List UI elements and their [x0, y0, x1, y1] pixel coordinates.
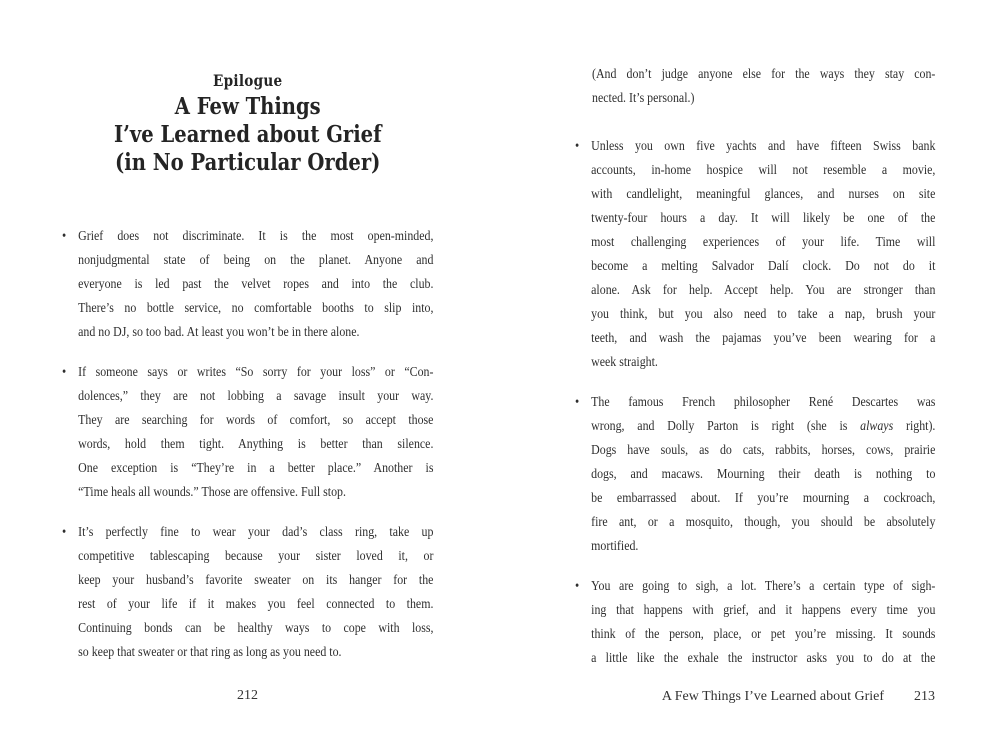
text-line [591, 159, 935, 183]
text-segment: “Time heals all wounds.” Those are offensive. Full stop. [78, 485, 346, 500]
bullet-marker: • [575, 579, 580, 594]
text-line [591, 183, 935, 207]
text-line [78, 361, 433, 385]
text-segment: If someone says or writes “So sorry for your loss” or “Con- [78, 365, 434, 380]
text-line [591, 463, 935, 487]
text-line [591, 391, 935, 415]
text-line [591, 279, 935, 303]
right-page-number: 213 [914, 689, 935, 704]
text-line [591, 231, 935, 255]
paragraph [591, 135, 935, 375]
bullet-marker: • [62, 229, 67, 244]
paragraph [78, 225, 433, 345]
text-segment: They are searching for words of comfort, so accept those [78, 413, 434, 428]
text-line [78, 385, 433, 409]
text-segment: (And don’t judge anyone else for the ways they stay con- [592, 67, 936, 82]
left-page [62, 71, 433, 681]
running-title: A Few Things I’ve Learned about Grief [661, 689, 884, 704]
text-segment: and no DJ, so too bad. At least you won’t be in there alone. [78, 325, 360, 340]
text-line [591, 135, 935, 159]
italic-text: always [860, 419, 894, 434]
text-line [591, 255, 935, 279]
text-line [78, 641, 433, 665]
text-segment: accounts, in-home hospice will not resemble a movie, [591, 163, 936, 178]
text-line [591, 535, 935, 559]
text-line [592, 87, 935, 111]
text-line [591, 575, 935, 599]
text-segment: most challenging experiences of your life. Time will [591, 235, 936, 250]
text-segment: you think, but you also need to take a nap, brush your [591, 307, 936, 322]
text-segment: It’s perfectly fine to wear your dad’s class ring, take up [78, 525, 434, 540]
text-line [78, 617, 433, 641]
text-line [591, 511, 935, 535]
text-segment: twenty-four hours a day. It will likely be one of the [591, 211, 936, 226]
paragraph [78, 521, 433, 665]
text-segment: Dogs have souls, as do cats, rabbits, horses, cows, prairie [591, 443, 936, 458]
text-segment: week straight. [591, 355, 658, 370]
text-line [591, 207, 935, 231]
text-line [591, 351, 935, 375]
text-line [78, 249, 433, 273]
paragraph [591, 391, 935, 559]
bullet-marker: • [575, 139, 580, 154]
text-line [591, 623, 935, 647]
text-line [591, 599, 935, 623]
text-segment: There’s no bottle service, no comfortable booths to slip into, [78, 301, 434, 316]
text-segment: rest of your life if it makes you feel connected to them. [78, 597, 434, 612]
text-segment: be embarrassed about. If you’re mourning a cockroach, [591, 491, 936, 506]
text-segment: words, hold them tight. Anything is better than silence. [78, 437, 434, 452]
text-line [78, 545, 433, 569]
text-segment: dogs, and macaws. Mourning their death is nothing to [591, 467, 936, 482]
text-segment: ing that happens with grief, and it happens every time you [591, 603, 936, 618]
text-segment: You are going to sigh, a lot. There’s a certain type of sigh- [591, 579, 936, 594]
text-segment: right). [893, 419, 936, 434]
text-segment: One exception is “They’re in a better place.” Another is [78, 461, 434, 476]
text-segment: competitive tablescaping because your sister loved it, or [78, 549, 434, 564]
text-segment: so keep that sweater or that ring as long as you need to. [78, 645, 342, 660]
text-line [78, 409, 433, 433]
text-line [591, 647, 935, 671]
chapter-title [62, 93, 433, 177]
text-line [592, 63, 935, 87]
text-line [78, 593, 433, 617]
text-segment: wrong, and Dolly Parton is right (she is [591, 419, 861, 434]
text-segment: Unless you own five yachts and have fifteen Swiss bank [591, 139, 936, 154]
bullet-list-right [575, 135, 935, 671]
text-segment: mortified. [591, 539, 639, 554]
text-segment: think of the person, place, or pet you’re missing. It sounds [591, 627, 936, 642]
list-item [62, 225, 433, 345]
text-line [78, 433, 433, 457]
right-page [575, 63, 935, 687]
right-page-footer [575, 689, 935, 705]
chapter-label: Epilogue [213, 71, 283, 90]
text-segment: fire ant, or a mosquito, though, you should be absolutely [591, 515, 936, 530]
text-line [78, 297, 433, 321]
text-segment: alone. Ask for help. Accept help. You are stronger than [591, 283, 936, 298]
text-line [78, 521, 433, 545]
bullet-marker: • [575, 395, 580, 410]
paragraph [591, 575, 935, 671]
list-item [575, 135, 935, 375]
list-item [575, 391, 935, 559]
text-line [591, 415, 935, 439]
title-line-2: I’ve Learned about Grief [113, 121, 382, 148]
paragraph [78, 361, 433, 505]
text-segment: dolences,” they are not lobbing a savage insult your way. [78, 389, 434, 404]
text-line [78, 481, 433, 505]
text-segment: Continuing bonds can be healthy ways to cope with loss, [78, 621, 434, 636]
left-page-number: 212 [237, 688, 258, 703]
text-segment: The famous French philosopher René Descartes was [591, 395, 936, 410]
continued-paragraph [575, 63, 935, 111]
bullet-marker: • [62, 365, 67, 380]
text-line [591, 327, 935, 351]
text-segment: with candlelight, meaningful glances, and nurses on site [591, 187, 936, 202]
text-line [591, 439, 935, 463]
text-segment: become a melting Salvador Dalí clock. Do not do it [591, 259, 936, 274]
text-segment: keep your husband’s favorite sweater on its hanger for the [78, 573, 434, 588]
text-segment: everyone is led past the velvet ropes and into the club. [78, 277, 434, 292]
text-segment: Grief does not discriminate. It is the most open-minded, [78, 229, 434, 244]
text-segment: nonjudgmental state of being on the planet. Anyone and [78, 253, 434, 268]
text-segment: teeth, and wash the pajamas you’ve been wearing for a [591, 331, 936, 346]
text-line [78, 569, 433, 593]
text-line [591, 487, 935, 511]
text-line [591, 303, 935, 327]
title-line-3: (in No Particular Order) [115, 149, 381, 176]
text-segment: nected. It’s personal.) [592, 91, 695, 106]
list-item [62, 361, 433, 505]
text-segment: a little like the exhale the instructor asks you to do at the [591, 651, 936, 666]
bullet-marker: • [62, 525, 67, 540]
text-line [78, 457, 433, 481]
text-line [78, 225, 433, 249]
bullet-list-left [62, 225, 433, 665]
list-item [62, 521, 433, 665]
text-line [78, 273, 433, 297]
list-item [575, 575, 935, 671]
title-line-1: A Few Things [174, 93, 321, 120]
text-line [78, 321, 433, 345]
